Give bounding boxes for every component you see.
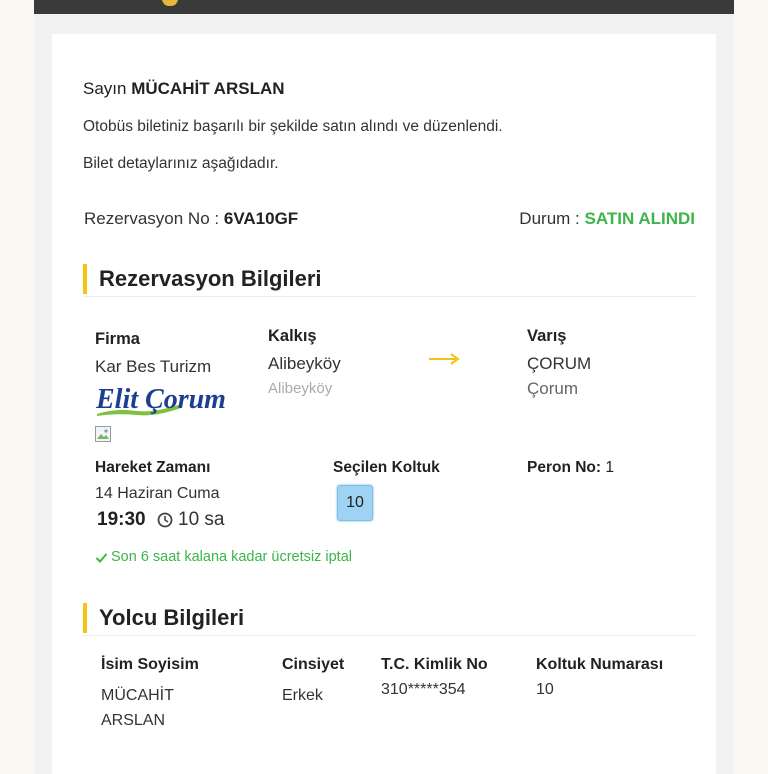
section-accent-bar: [83, 603, 87, 633]
departure-time-label: Hareket Zamanı: [95, 459, 211, 476]
passenger-name-first: MÜCAHİT: [101, 687, 174, 704]
reservation-info-section-header: [83, 262, 697, 297]
column-header-name: İsim Soyisim: [101, 656, 199, 673]
logo-text: Elit Çorum: [96, 384, 226, 415]
arrival-label: Varış: [527, 327, 567, 345]
selected-seat-badge: 10: [337, 485, 373, 521]
header-logo-fragment: [162, 0, 178, 6]
section-accent-bar: [83, 264, 87, 294]
passenger-info-title: Yolcu Bilgileri: [99, 605, 245, 630]
column-header-gender: Cinsiyet: [282, 656, 345, 673]
selected-seat-label: Seçilen Koltuk: [333, 459, 440, 476]
departure-value: Alibeyköy: [268, 354, 341, 373]
passenger-tc: 310*****354: [381, 681, 466, 698]
clock-icon: [157, 512, 173, 528]
departure-date: 14 Haziran Cuma: [95, 485, 220, 502]
departure-time: 19:30: [97, 509, 146, 530]
platform-number: [527, 459, 614, 477]
departure-label: Kalkış: [268, 327, 317, 345]
reservation-status: [519, 209, 695, 229]
top-header-bar: [34, 0, 734, 14]
passenger-info-section-header: [83, 601, 697, 636]
departure-sub: Alibeyköy: [268, 380, 333, 397]
customer-name: MÜCAHİT ARSLAN: [131, 79, 285, 98]
details-message: Bilet detaylarınız aşağıdadır.: [83, 155, 279, 172]
platform-label: Peron No:: [527, 459, 602, 476]
purchase-message: Otobüs biletiniz başarılı bir şekilde satın alındı ve düzenlendi.: [83, 118, 503, 135]
reservation-number: [84, 209, 298, 229]
greeting: [83, 79, 285, 99]
reservation-info-title: Rezervasyon Bilgileri: [99, 266, 322, 291]
status-value: SATIN ALINDI: [584, 209, 695, 228]
column-header-seat: Koltuk Numarası: [536, 656, 664, 673]
company-label: Firma: [95, 330, 140, 348]
check-icon: [95, 551, 108, 564]
platform-value: 1: [605, 459, 614, 476]
passenger-name-last: ARSLAN: [101, 712, 166, 729]
trip-duration: 10 sa: [178, 509, 225, 530]
reservation-number-value: 6VA10GF: [223, 209, 299, 228]
arrow-right-icon: [428, 349, 460, 369]
company-logo: [95, 380, 226, 418]
arrival-value: ÇORUM: [527, 354, 592, 373]
arrival-sub: Çorum: [527, 379, 579, 398]
greeting-prefix: Sayın: [83, 79, 127, 98]
status-label: Durum :: [519, 209, 580, 228]
reservation-number-label: Rezervasyon No :: [84, 209, 220, 228]
passenger-gender: Erkek: [282, 687, 323, 704]
free-cancel-text: Son 6 saat kalana kadar ücretsiz iptal: [111, 549, 352, 565]
passenger-seat: 10: [536, 681, 554, 698]
broken-image-icon: [95, 426, 111, 442]
company-value: Kar Bes Turizm: [95, 357, 212, 376]
column-header-tc: T.C. Kimlik No: [381, 656, 488, 673]
